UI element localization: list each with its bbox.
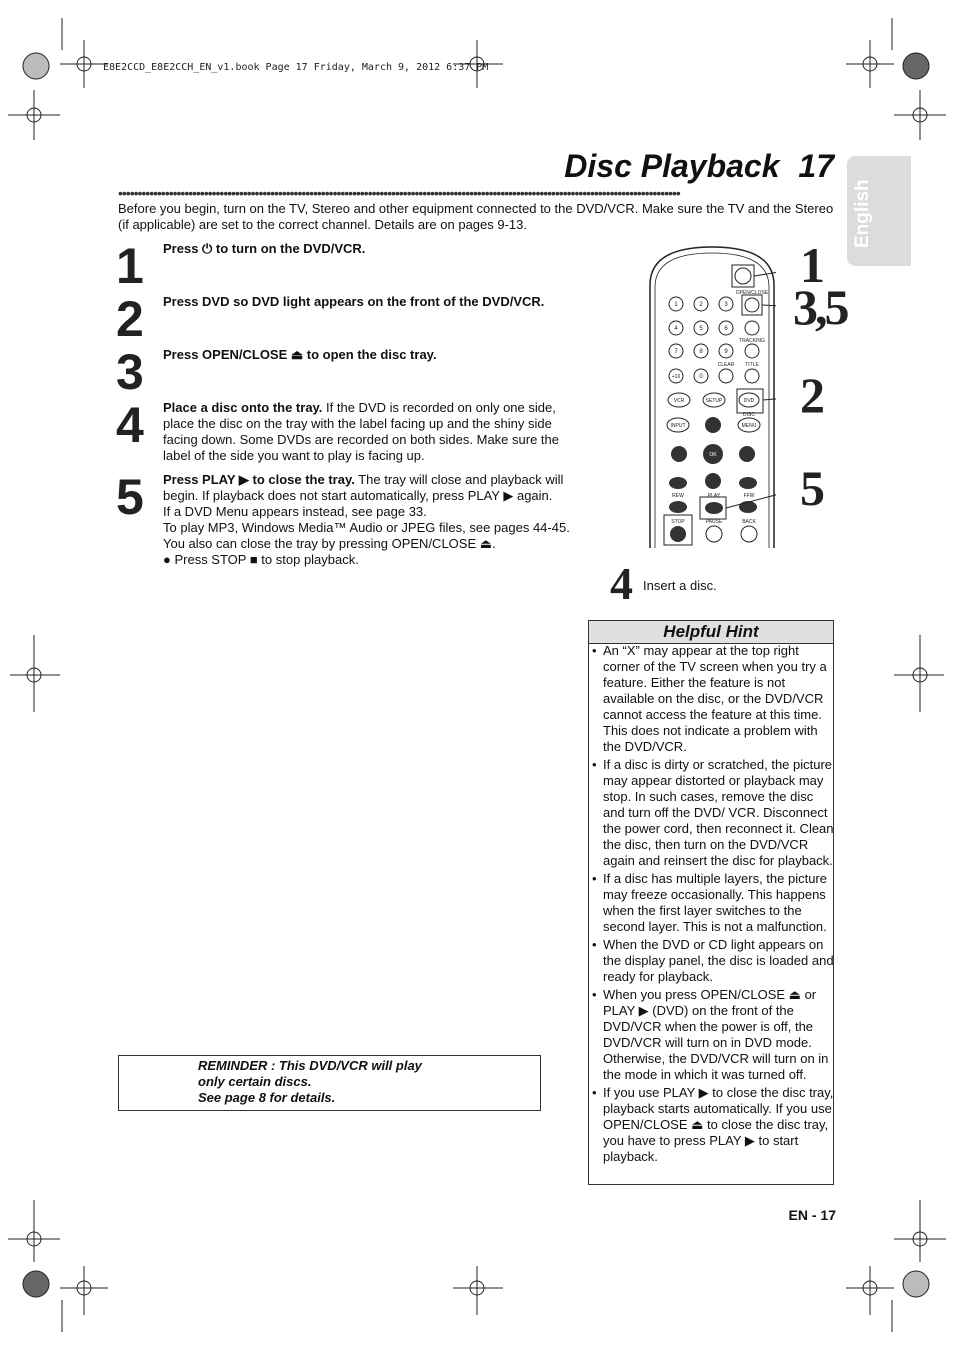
step-body: If the DVD is recorded on only one side, place the disc on the tray with the label facing up and the shiny side facing down. Some DVDs are recorded on both sides. Make sure the label of the side you want to play is facing up. <box>163 400 559 463</box>
step-text <box>163 294 593 310</box>
svg-text:BACK: BACK <box>742 519 756 525</box>
svg-text:FFW: FFW <box>743 493 755 499</box>
step-text <box>163 347 593 363</box>
step-body: The tray will close and playback will begin. If playback does not start automatically, press PLAY ▶ again. <box>163 472 564 503</box>
svg-text:5: 5 <box>699 326 703 332</box>
step-number: 1 <box>116 238 144 294</box>
callout-number: 3,5 <box>793 279 847 335</box>
page-title <box>564 148 834 185</box>
reminder-text: REMINDER : This DVD/VCR will play only certain discs. See page 8 for details. <box>198 1058 422 1105</box>
hint-item: • When you press OPEN/CLOSE ⏏ or PLAY ▶ (DVD) on the front of the DVD/VCR when the power is off, the DVD/VCR will turn on in DVD mode. Otherwise, the DVD/VCR will turn on in the mode in which it was turned off. <box>590 987 834 1083</box>
svg-text:PLAY: PLAY <box>707 493 721 499</box>
dotted-divider: •••••••••••••••••••••••••••••••••••••••••••••••••••••••••••••••••••••••••••••••••••••••••••••••••••••••••••••••••••••••••••••••••••••••••••••••• <box>118 186 680 200</box>
svg-text:OPEN/CLOSE: OPEN/CLOSE <box>735 290 769 296</box>
step-note: You also can close the tray by pressing OPEN/CLOSE ⏏. <box>163 536 496 551</box>
svg-text:OK: OK <box>709 452 717 458</box>
step-note: If a DVD Menu appears instead, see page 33. <box>163 504 427 519</box>
step-bold: Press ⏻ to turn on the DVD/VCR. <box>163 241 366 256</box>
hint-title: Helpful Hint <box>589 621 833 644</box>
svg-text:PAUSE: PAUSE <box>705 519 723 525</box>
step-number: 3 <box>116 344 144 400</box>
svg-text:7: 7 <box>674 349 678 355</box>
svg-text:9: 9 <box>724 349 728 355</box>
svg-text:4: 4 <box>674 326 678 332</box>
title-text: Disc Playback <box>564 148 780 184</box>
hint-list <box>590 643 834 1167</box>
hint-item: • An “X” may appear at the top right corner of the TV screen when you try a feature. Either the feature is not available on the disc, or the DVD/VCR cannot access the feature at this time. This does not indicate a problem with the DVD/VCR. <box>590 643 834 755</box>
intro-paragraph: Before you begin, turn on the TV, Stereo and other equipment connected to the DVD/VCR. Make sure the TV and the Stereo (if applicable) are set to the correct channel. Details are on pages 9-13. <box>118 201 834 232</box>
step-text <box>163 241 593 257</box>
page-number: EN - 17 <box>788 1207 836 1223</box>
language-tab-label: English <box>852 179 873 248</box>
hint-item: • When the DVD or CD light appears on the display panel, the disc is loaded and ready for playback. <box>590 937 834 985</box>
step-text <box>163 400 588 464</box>
svg-text:STOP: STOP <box>671 519 685 525</box>
step-note: ● Press STOP ■ to stop playback. <box>163 552 359 567</box>
svg-text:1: 1 <box>674 302 678 308</box>
svg-text:TITLE: TITLE <box>745 362 759 368</box>
svg-text:8: 8 <box>699 349 703 355</box>
callout-number: 5 <box>800 460 825 516</box>
step-number: 4 <box>116 397 144 453</box>
svg-text:0: 0 <box>699 374 703 380</box>
book-info: E8E2CCD_E8E2CCH_EN_v1.book Page 17 Friday, March 9, 2012 6:37 PM <box>103 62 489 73</box>
svg-text:SETUP: SETUP <box>705 398 723 404</box>
svg-text:MENU: MENU <box>741 423 757 429</box>
step-bold: Press PLAY ▶ to close the tray. <box>163 472 355 487</box>
svg-text:TRACKING: TRACKING <box>739 338 765 344</box>
insert-label: Insert a disc. <box>643 578 717 593</box>
callout-number: 2 <box>800 367 825 423</box>
step-bold: Place a disc onto the tray. <box>163 400 323 415</box>
svg-text:REW: REW <box>672 493 684 499</box>
step-bold: Press OPEN/CLOSE ⏏ to open the disc tray. <box>163 347 437 362</box>
svg-text:+10: +10 <box>671 374 681 380</box>
svg-text:VCR: VCR <box>673 398 685 404</box>
title-page-number: 17 <box>798 148 834 184</box>
step-bold: Press DVD so DVD light appears on the front of the DVD/VCR. <box>163 294 545 309</box>
remote-control-illustration <box>648 245 776 548</box>
step-note: To play MP3, Windows Media™ Audio or JPEG files, see pages 44-45. <box>163 520 570 535</box>
svg-text:DVD: DVD <box>743 398 755 404</box>
step-text <box>163 472 588 568</box>
step-number: 5 <box>116 469 144 525</box>
svg-text:DISC: DISC <box>743 412 755 418</box>
hint-item: • If a disc is dirty or scratched, the picture may appear distorted or playback may stop. In such cases, remove the disc and turn off the DVD/ VCR. Disconnect the power cord, then reconnect it. Clean the disc, then turn on the DVD/VCR again and reinsert the disc for playback. <box>590 757 834 869</box>
svg-text:6: 6 <box>724 326 728 332</box>
svg-text:INPUT: INPUT <box>670 423 686 429</box>
callout-number: 1 <box>800 237 825 293</box>
svg-text:CLEAR: CLEAR <box>717 362 735 368</box>
step-number: 2 <box>116 291 144 347</box>
insert-step-number: 4 <box>610 558 633 609</box>
svg-text:3: 3 <box>724 302 728 308</box>
hint-item: • If a disc has multiple layers, the picture may freeze occasionally. This happens when the first layer switches to the second layer. This is not a malfunction. <box>590 871 834 935</box>
svg-text:2: 2 <box>699 302 703 308</box>
hint-item: • If you use PLAY ▶ to close the disc tray, playback starts automatically. If you use OPEN/CLOSE ⏏ to close the disc tray, you have to press PLAY ▶ to start playback. <box>590 1085 834 1165</box>
